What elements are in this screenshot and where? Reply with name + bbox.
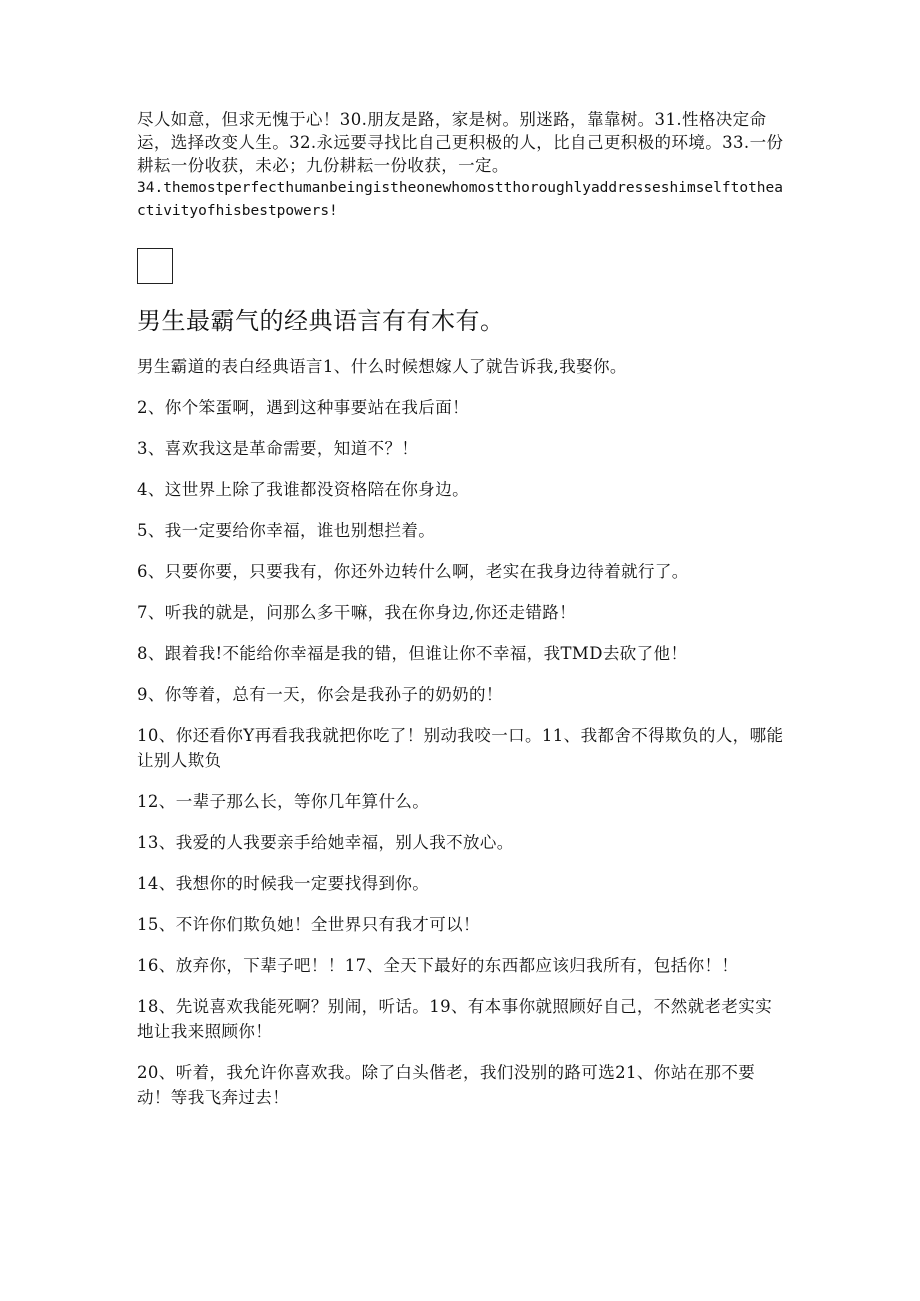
intro-section: [137, 108, 787, 223]
list-item: 4、这世界上除了我谁都没资格陪在你身边。: [137, 480, 469, 499]
list-item: 9、你等着，总有一天，你会是我孙子的奶奶的！: [137, 685, 503, 704]
list-item: 8、跟着我!不能给你幸福是我的错，但谁让你不幸福，我TMD去砍了他！: [137, 644, 688, 663]
english-quote: 34.themostperfecthumanbeingistheonewhomostthoroughlyaddresseshimselftotheactivityofhisbestpowers!: [137, 180, 784, 219]
list-item: 7、听我的就是，问那么多干嘛，我在你身边,你还走错路！: [137, 603, 577, 622]
list-item: 12、一辈子那么长，等你几年算什么。: [137, 792, 430, 811]
list-item: 5、我一定要给你幸福，谁也别想拦着。: [137, 521, 436, 540]
list-item: 13、我爱的人我要亲手给她幸福，别人我不放心。: [137, 833, 514, 852]
list-item: 6、只要你要，只要我有，你还外边转什么啊，老实在我身边待着就行了。: [137, 562, 689, 581]
quote-list: [137, 354, 787, 1110]
checkbox[interactable]: [137, 248, 173, 284]
list-item: 15、不许你们欺负她！全世界只有我才可以！: [137, 915, 480, 934]
list-item: 16、放弃你，下辈子吧！！17、全天下最好的东西都应该归我所有，包括你！！: [137, 956, 739, 975]
list-item: 2、你个笨蛋啊，遇到这种事要站在我后面！: [137, 398, 469, 417]
document-page: [137, 108, 787, 1126]
list-item: 20、听着，我允许你喜欢我。除了白头偕老，我们没别的路可选21、你站在那不要动！等我飞奔过去！: [137, 1063, 756, 1107]
list-item: 3、喜欢我这是革命需要，知道不？！: [137, 439, 419, 458]
list-item: 男生霸道的表白经典语言1、什么时候想嫁人了就告诉我,我娶你。: [137, 357, 627, 376]
list-item: 10、你还看你Y再看我我就把你吃了！别动我咬一口。11、我都舍不得欺负的人，哪能让别人欺负: [137, 726, 784, 770]
list-item: 14、我想你的时候我一定要找得到你。: [137, 874, 430, 893]
list-item: 18、先说喜欢我能死啊？别闹，听话。19、有本事你就照顾好自己，不然就老老实实地让我来照顾你！: [137, 997, 773, 1041]
page-title: 男生最霸气的经典语言有有木有。: [137, 307, 505, 335]
intro-paragraph: 尽人如意，但求无愧于心！30.朋友是路，家是树。别迷路，靠靠树。31.性格决定命运，选择改变人生。32.永远要寻找比自己更积极的人，比自己更积极的环境。33.一份耕耘一份收获，未必；九份耕耘一份收获，一定。: [137, 110, 784, 175]
